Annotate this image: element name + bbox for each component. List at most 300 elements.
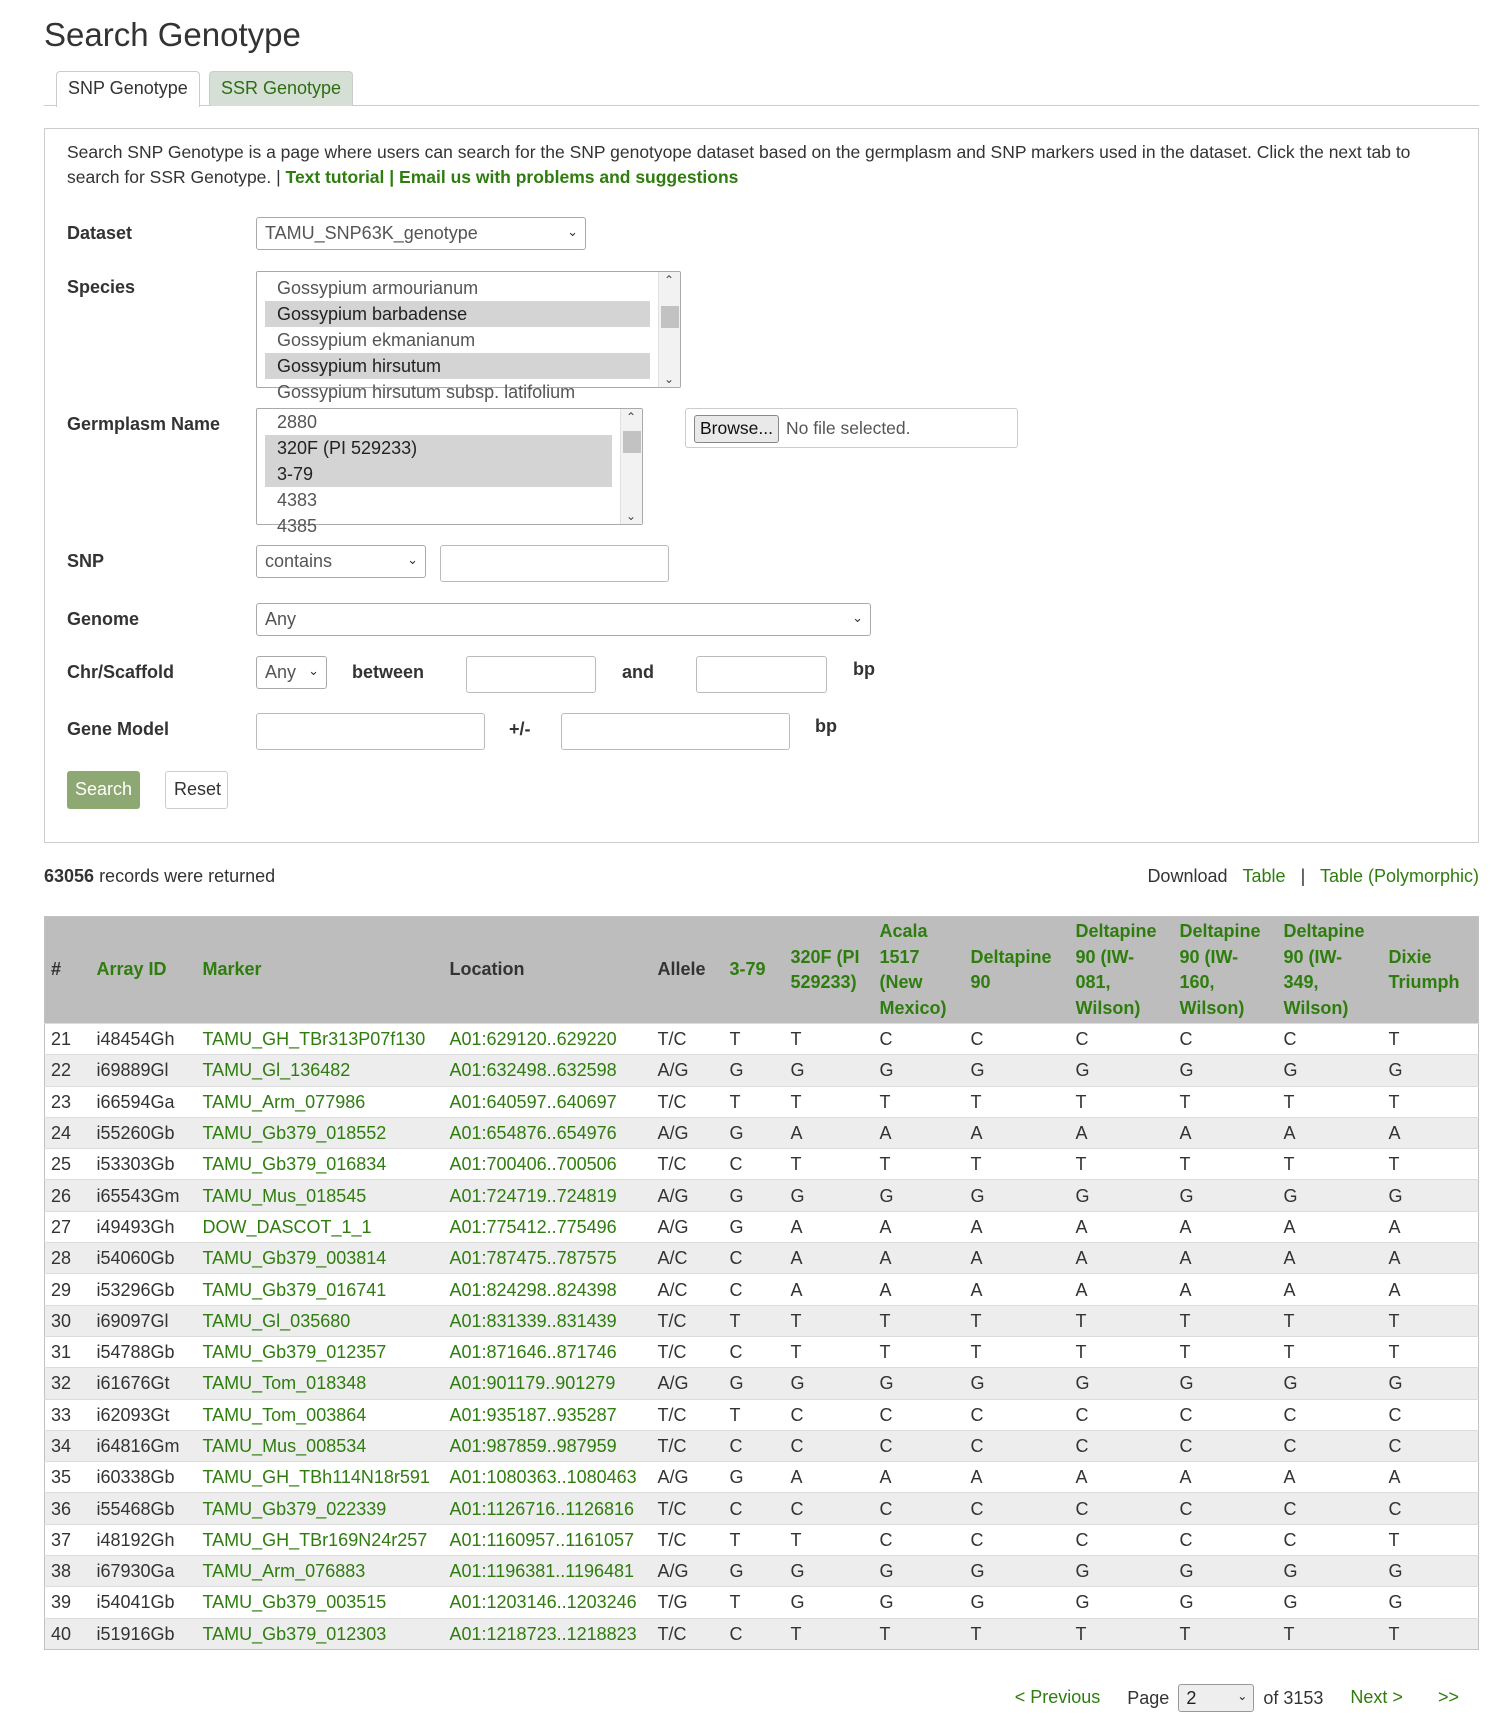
- cell-genotype-320f: T: [785, 1305, 874, 1336]
- col-header-320f[interactable]: 320F (PI 529233): [790, 946, 860, 992]
- cell-genotype-acala-1517: G: [874, 1587, 965, 1618]
- cell-genotype-acala-1517: T: [874, 1086, 965, 1117]
- cell-marker-link[interactable]: TAMU_GH_TBh114N18r591: [197, 1462, 444, 1493]
- cell-location-link[interactable]: A01:775412..775496: [444, 1211, 652, 1242]
- last-page-link[interactable]: >>: [1437, 1686, 1459, 1707]
- cell-array-id: i66594Ga: [91, 1086, 197, 1117]
- cell-genotype-deltapine-90-iw081: C: [1070, 1493, 1174, 1524]
- cell-genotype-deltapine-90: G: [965, 1368, 1070, 1399]
- previous-page-link[interactable]: < Previous: [1014, 1686, 1101, 1707]
- cell-genotype-3-79: G: [724, 1556, 785, 1587]
- cell-location-link[interactable]: A01:1196381..1196481: [444, 1556, 652, 1587]
- cell-row-index: 31: [45, 1336, 91, 1367]
- page-select[interactable]: [1178, 1684, 1254, 1712]
- cell-marker-link[interactable]: TAMU_Gb379_003814: [197, 1243, 444, 1274]
- cell-genotype-deltapine-90-iw349: A: [1278, 1243, 1383, 1274]
- germplasm-option-selected[interactable]: 320F (PI 529233): [265, 435, 612, 461]
- germplasm-listbox[interactable]: [256, 408, 643, 536]
- cell-genotype-deltapine-90-iw160: C: [1174, 1493, 1278, 1524]
- cell-genotype-dixie-triumph: G: [1383, 1180, 1479, 1211]
- cell-genotype-deltapine-90: T: [965, 1305, 1070, 1336]
- cell-genotype-3-79: G: [724, 1055, 785, 1086]
- cell-marker-link[interactable]: TAMU_Arm_077986: [197, 1086, 444, 1117]
- cell-allele: T/C: [652, 1524, 724, 1555]
- cell-array-id: i60338Gb: [91, 1462, 197, 1493]
- cell-genotype-320f: T: [785, 1024, 874, 1055]
- cell-genotype-acala-1517: G: [874, 1556, 965, 1587]
- cell-genotype-3-79: T: [724, 1024, 785, 1055]
- species-listbox[interactable]: [256, 271, 681, 402]
- species-option-selected[interactable]: Gossypium barbadense: [265, 301, 650, 327]
- cell-marker-link[interactable]: TAMU_Gl_035680: [197, 1305, 444, 1336]
- chr-start-input[interactable]: [466, 656, 596, 693]
- intro-text: [67, 140, 1457, 190]
- col-header-deltapine-90-iw160[interactable]: Deltapine 90 (IW-160, Wilson): [1179, 921, 1261, 1018]
- cell-row-index: 39: [45, 1587, 91, 1618]
- cell-genotype-3-79: G: [724, 1117, 785, 1148]
- table-row: [45, 1524, 1479, 1555]
- gene-model-bp-label: bp: [815, 716, 837, 736]
- cell-genotype-deltapine-90: C: [965, 1493, 1070, 1524]
- cell-location-link[interactable]: A01:935187..935287: [444, 1399, 652, 1430]
- cell-genotype-deltapine-90-iw081: T: [1070, 1086, 1174, 1117]
- cell-genotype-deltapine-90-iw160: T: [1174, 1149, 1278, 1180]
- cell-location-link[interactable]: A01:831339..831439: [444, 1305, 652, 1336]
- tab-snp-genotype[interactable]: SNP Genotype: [56, 71, 200, 107]
- cell-genotype-dixie-triumph: G: [1383, 1368, 1479, 1399]
- cell-genotype-deltapine-90-iw160: G: [1174, 1368, 1278, 1399]
- cell-array-id: i67930Ga: [91, 1556, 197, 1587]
- cell-genotype-deltapine-90-iw349: C: [1278, 1024, 1383, 1055]
- cell-location-link[interactable]: A01:629120..629220: [444, 1024, 652, 1055]
- cell-array-id: i55260Gb: [91, 1117, 197, 1148]
- scroll-down-icon[interactable]: ⌄: [663, 372, 675, 386]
- cell-allele: T/C: [652, 1149, 724, 1180]
- cell-genotype-320f: T: [785, 1149, 874, 1180]
- cell-location-link[interactable]: A01:901179..901279: [444, 1368, 652, 1399]
- page-total: of 3153: [1263, 1687, 1324, 1708]
- next-page-link[interactable]: Next >: [1350, 1686, 1403, 1707]
- cell-genotype-dixie-triumph: T: [1383, 1336, 1479, 1367]
- cell-allele: T/C: [652, 1086, 724, 1117]
- cell-genotype-320f: A: [785, 1462, 874, 1493]
- cell-genotype-320f: C: [785, 1430, 874, 1461]
- between-label: between: [352, 662, 425, 682]
- cell-genotype-deltapine-90: A: [965, 1117, 1070, 1148]
- col-header-marker[interactable]: Marker: [202, 959, 262, 980]
- species-scrollbar[interactable]: [658, 272, 680, 387]
- cell-genotype-deltapine-90-iw081: A: [1070, 1211, 1174, 1242]
- cell-array-id: i53296Gb: [91, 1274, 197, 1305]
- cell-location-link[interactable]: A01:1203146..1203246: [444, 1587, 652, 1618]
- cell-allele: T/G: [652, 1587, 724, 1618]
- col-header-index: #: [51, 959, 62, 980]
- cell-genotype-320f: G: [785, 1587, 874, 1618]
- cell-genotype-320f: G: [785, 1556, 874, 1587]
- records-returned: [44, 866, 275, 887]
- cell-genotype-acala-1517: C: [874, 1024, 965, 1055]
- cell-genotype-3-79: T: [724, 1305, 785, 1336]
- table-row: [45, 1493, 1479, 1524]
- cell-genotype-dixie-triumph: C: [1383, 1493, 1479, 1524]
- cell-location-link[interactable]: A01:1126716..1126816: [444, 1493, 652, 1524]
- download-table-link[interactable]: Table: [1242, 866, 1286, 886]
- cell-genotype-acala-1517: T: [874, 1305, 965, 1336]
- cell-genotype-deltapine-90-iw160: C: [1174, 1430, 1278, 1461]
- cell-genotype-320f: C: [785, 1399, 874, 1430]
- cell-marker-link[interactable]: TAMU_Gb379_012357: [197, 1336, 444, 1367]
- cell-genotype-deltapine-90-iw160: A: [1174, 1243, 1278, 1274]
- chevron-down-icon: ⌄: [308, 663, 319, 678]
- cell-genotype-deltapine-90-iw349: T: [1278, 1336, 1383, 1367]
- cell-array-id: i54041Gb: [91, 1587, 197, 1618]
- col-header-deltapine-90-iw081[interactable]: Deltapine 90 (IW-081, Wilson): [1075, 921, 1157, 1018]
- cell-location-link[interactable]: A01:871646..871746: [444, 1336, 652, 1367]
- cell-genotype-dixie-triumph: G: [1383, 1055, 1479, 1086]
- cell-genotype-320f: G: [785, 1180, 874, 1211]
- cell-genotype-acala-1517: A: [874, 1211, 965, 1242]
- cell-array-id: i61676Gt: [91, 1368, 197, 1399]
- cell-genotype-deltapine-90-iw081: C: [1070, 1430, 1174, 1461]
- species-option[interactable]: Gossypium ekmanianum: [277, 330, 476, 350]
- col-header-acala-1517[interactable]: Acala 1517 (New Mexico): [879, 921, 947, 1018]
- chevron-down-icon: ⌄: [567, 224, 578, 239]
- cell-row-index: 40: [45, 1618, 91, 1649]
- tab-bar: [44, 71, 1479, 106]
- cell-genotype-320f: A: [785, 1243, 874, 1274]
- cell-genotype-dixie-triumph: T: [1383, 1524, 1479, 1555]
- table-row: [45, 1368, 1479, 1399]
- cell-allele: A/G: [652, 1368, 724, 1399]
- cell-genotype-320f: A: [785, 1117, 874, 1148]
- cell-array-id: i65543Gm: [91, 1180, 197, 1211]
- table-row: [45, 1117, 1479, 1148]
- search-form-panel: [44, 128, 1479, 843]
- cell-genotype-deltapine-90-iw160: G: [1174, 1180, 1278, 1211]
- cell-genotype-320f: A: [785, 1274, 874, 1305]
- chr-select-value: Any: [265, 662, 297, 682]
- cell-genotype-320f: T: [785, 1336, 874, 1367]
- species-option[interactable]: Gossypium armourianum: [277, 278, 479, 298]
- cell-location-link[interactable]: A01:824298..824398: [444, 1274, 652, 1305]
- cell-array-id: i53303Gb: [91, 1149, 197, 1180]
- cell-row-index: 37: [45, 1524, 91, 1555]
- cell-genotype-320f: A: [785, 1211, 874, 1242]
- germplasm-option[interactable]: 2880: [277, 412, 318, 432]
- species-option-selected[interactable]: Gossypium hirsutum: [265, 353, 650, 379]
- cell-genotype-deltapine-90-iw349: G: [1278, 1556, 1383, 1587]
- cell-genotype-deltapine-90-iw081: A: [1070, 1274, 1174, 1305]
- cell-genotype-deltapine-90-iw160: T: [1174, 1618, 1278, 1649]
- cell-array-id: i55468Gb: [91, 1493, 197, 1524]
- cell-genotype-3-79: C: [724, 1493, 785, 1524]
- cell-genotype-3-79: T: [724, 1086, 785, 1117]
- cell-array-id: i48454Gh: [91, 1024, 197, 1055]
- cell-location-link[interactable]: A01:987859..987959: [444, 1430, 652, 1461]
- cell-genotype-deltapine-90-iw160: G: [1174, 1556, 1278, 1587]
- cell-array-id: i69889Gl: [91, 1055, 197, 1086]
- cell-genotype-deltapine-90: A: [965, 1274, 1070, 1305]
- table-header-row: [45, 917, 1479, 1024]
- gene-model-input[interactable]: [256, 713, 485, 750]
- scroll-up-icon[interactable]: ⌃: [625, 410, 637, 424]
- cell-genotype-deltapine-90: C: [965, 1524, 1070, 1555]
- cell-marker-link[interactable]: TAMU_Gb379_003515: [197, 1587, 444, 1618]
- text-tutorial-link[interactable]: Text tutorial: [285, 167, 385, 187]
- cell-genotype-acala-1517: T: [874, 1336, 965, 1367]
- cell-genotype-deltapine-90-iw081: A: [1070, 1462, 1174, 1493]
- cell-row-index: 27: [45, 1211, 91, 1242]
- table-row: [45, 1556, 1479, 1587]
- cell-allele: A/G: [652, 1211, 724, 1242]
- cell-marker-link[interactable]: TAMU_Gb379_016834: [197, 1149, 444, 1180]
- cell-array-id: i64816Gm: [91, 1430, 197, 1461]
- cell-genotype-acala-1517: A: [874, 1117, 965, 1148]
- table-row: [45, 1055, 1479, 1086]
- dataset-select-value: TAMU_SNP63K_genotype: [265, 223, 478, 243]
- cell-genotype-deltapine-90-iw081: C: [1070, 1024, 1174, 1055]
- cell-marker-link[interactable]: TAMU_Gb379_012303: [197, 1618, 444, 1649]
- cell-row-index: 30: [45, 1305, 91, 1336]
- browse-button[interactable]: Browse...: [694, 415, 779, 443]
- table-row: [45, 1399, 1479, 1430]
- chevron-down-icon: ⌄: [852, 610, 863, 625]
- cell-genotype-deltapine-90-iw349: A: [1278, 1211, 1383, 1242]
- cell-genotype-deltapine-90-iw081: G: [1070, 1180, 1174, 1211]
- cell-location-link[interactable]: A01:1218723..1218823: [444, 1618, 652, 1649]
- cell-genotype-deltapine-90-iw349: G: [1278, 1587, 1383, 1618]
- cell-marker-link[interactable]: TAMU_Tom_003864: [197, 1399, 444, 1430]
- cell-marker-link[interactable]: TAMU_Gb379_022339: [197, 1493, 444, 1524]
- cell-genotype-deltapine-90: T: [965, 1086, 1070, 1117]
- cell-genotype-deltapine-90-iw349: C: [1278, 1524, 1383, 1555]
- cell-allele: A/G: [652, 1180, 724, 1211]
- reset-button[interactable]: Reset: [165, 771, 228, 809]
- dataset-label: Dataset: [67, 223, 133, 243]
- cell-genotype-deltapine-90-iw160: A: [1174, 1117, 1278, 1148]
- cell-row-index: 28: [45, 1243, 91, 1274]
- cell-row-index: 33: [45, 1399, 91, 1430]
- cell-location-link[interactable]: A01:700406..700506: [444, 1149, 652, 1180]
- cell-marker-link[interactable]: DOW_DASCOT_1_1: [197, 1211, 444, 1242]
- file-status-text: No file selected.: [786, 418, 911, 438]
- cell-genotype-deltapine-90-iw349: T: [1278, 1086, 1383, 1117]
- cell-genotype-dixie-triumph: A: [1383, 1117, 1479, 1148]
- cell-genotype-dixie-triumph: A: [1383, 1462, 1479, 1493]
- cell-genotype-deltapine-90: G: [965, 1055, 1070, 1086]
- cell-genotype-deltapine-90-iw160: T: [1174, 1305, 1278, 1336]
- cell-genotype-deltapine-90-iw081: G: [1070, 1556, 1174, 1587]
- cell-genotype-deltapine-90-iw160: A: [1174, 1274, 1278, 1305]
- col-header-deltapine-90[interactable]: Deltapine 90: [970, 946, 1052, 992]
- cell-allele: T/C: [652, 1618, 724, 1649]
- col-header-3-79[interactable]: 3-79: [729, 959, 766, 980]
- cell-marker-link[interactable]: TAMU_GH_TBr313P07f130: [197, 1024, 444, 1055]
- cell-marker-link[interactable]: TAMU_Gb379_016741: [197, 1274, 444, 1305]
- cell-genotype-deltapine-90: C: [965, 1430, 1070, 1461]
- cell-genotype-deltapine-90-iw349: G: [1278, 1368, 1383, 1399]
- scroll-up-icon[interactable]: ⌃: [663, 273, 675, 287]
- cell-genotype-deltapine-90-iw349: T: [1278, 1305, 1383, 1336]
- page-title: Search Genotype: [44, 16, 301, 53]
- cell-row-index: 22: [45, 1055, 91, 1086]
- cell-genotype-acala-1517: A: [874, 1462, 965, 1493]
- germplasm-scrollbar[interactable]: [620, 409, 642, 524]
- cell-genotype-3-79: C: [724, 1336, 785, 1367]
- cell-array-id: i48192Gh: [91, 1524, 197, 1555]
- cell-genotype-dixie-triumph: T: [1383, 1024, 1479, 1055]
- snp-operator-select[interactable]: [256, 545, 426, 578]
- cell-genotype-deltapine-90: T: [965, 1149, 1070, 1180]
- cell-genotype-deltapine-90: A: [965, 1211, 1070, 1242]
- cell-genotype-320f: T: [785, 1086, 874, 1117]
- cell-genotype-acala-1517: G: [874, 1368, 965, 1399]
- chr-end-input[interactable]: [696, 656, 827, 693]
- chr-scaffold-label: Chr/Scaffold: [67, 662, 175, 682]
- cell-genotype-dixie-triumph: T: [1383, 1305, 1479, 1336]
- cell-genotype-deltapine-90-iw160: T: [1174, 1086, 1278, 1117]
- col-header-dixie-triumph[interactable]: Dixie Triumph: [1388, 946, 1460, 992]
- cell-genotype-deltapine-90: A: [965, 1462, 1070, 1493]
- cell-genotype-deltapine-90-iw160: C: [1174, 1399, 1278, 1430]
- chr-select[interactable]: [256, 656, 327, 689]
- cell-genotype-3-79: C: [724, 1274, 785, 1305]
- cell-genotype-acala-1517: T: [874, 1618, 965, 1649]
- cell-marker-link[interactable]: TAMU_Gl_136482: [197, 1055, 444, 1086]
- species-option[interactable]: Gossypium hirsutum subsp. latifolium: [277, 382, 576, 402]
- cell-array-id: i51916Gb: [91, 1618, 197, 1649]
- cell-allele: A/C: [652, 1243, 724, 1274]
- cell-marker-link[interactable]: TAMU_Mus_008534: [197, 1430, 444, 1461]
- email-link[interactable]: Email us with problems and suggestions: [399, 167, 739, 187]
- table-row: [45, 1211, 1479, 1242]
- cell-genotype-acala-1517: C: [874, 1524, 965, 1555]
- pagination: [1015, 1684, 1459, 1712]
- snp-input[interactable]: [440, 545, 669, 582]
- cell-row-index: 38: [45, 1556, 91, 1587]
- gene-model-range-input[interactable]: [561, 713, 790, 750]
- cell-location-link[interactable]: A01:1160957..1161057: [444, 1524, 652, 1555]
- cell-location-link[interactable]: A01:632498..632598: [444, 1055, 652, 1086]
- cell-marker-link[interactable]: TAMU_Tom_018348: [197, 1368, 444, 1399]
- cell-genotype-3-79: C: [724, 1149, 785, 1180]
- scrollbar-thumb[interactable]: [623, 431, 641, 453]
- cell-location-link[interactable]: A01:654876..654976: [444, 1117, 652, 1148]
- cell-genotype-acala-1517: C: [874, 1399, 965, 1430]
- record-count: 63056: [44, 866, 95, 886]
- chevron-down-icon: ⌄: [407, 552, 418, 567]
- cell-allele: A/G: [652, 1462, 724, 1493]
- cell-genotype-dixie-triumph: T: [1383, 1149, 1479, 1180]
- genome-select[interactable]: [256, 603, 871, 636]
- germplasm-label: Germplasm Name: [67, 414, 221, 434]
- cell-row-index: 23: [45, 1086, 91, 1117]
- col-header-array-id[interactable]: Array ID: [96, 959, 167, 980]
- cell-location-link[interactable]: A01:787475..787575: [444, 1243, 652, 1274]
- cell-genotype-acala-1517: T: [874, 1149, 965, 1180]
- cell-genotype-acala-1517: C: [874, 1493, 965, 1524]
- cell-allele: T/C: [652, 1493, 724, 1524]
- table-row: [45, 1430, 1479, 1461]
- germplasm-file-input[interactable]: [685, 408, 1018, 448]
- germplasm-option[interactable]: 4385: [277, 516, 318, 536]
- cell-marker-link[interactable]: TAMU_Mus_018545: [197, 1180, 444, 1211]
- cell-marker-link[interactable]: TAMU_Gb379_018552: [197, 1117, 444, 1148]
- page-select-value: 2: [1186, 1687, 1197, 1708]
- chevron-down-icon: ⌄: [1237, 1689, 1248, 1703]
- cell-location-link[interactable]: A01:724719..724819: [444, 1180, 652, 1211]
- cell-genotype-deltapine-90-iw081: T: [1070, 1305, 1174, 1336]
- col-header-allele: Allele: [657, 959, 706, 980]
- cell-row-index: 35: [45, 1462, 91, 1493]
- cell-genotype-deltapine-90-iw081: C: [1070, 1399, 1174, 1430]
- cell-genotype-deltapine-90-iw081: A: [1070, 1243, 1174, 1274]
- cell-marker-link[interactable]: TAMU_GH_TBr169N24r257: [197, 1524, 444, 1555]
- scrollbar-thumb[interactable]: [661, 306, 679, 328]
- cell-allele: A/G: [652, 1117, 724, 1148]
- cell-genotype-deltapine-90-iw081: T: [1070, 1618, 1174, 1649]
- cell-array-id: i54060Gb: [91, 1243, 197, 1274]
- cell-genotype-320f: T: [785, 1524, 874, 1555]
- cell-genotype-deltapine-90: T: [965, 1618, 1070, 1649]
- cell-genotype-deltapine-90-iw160: A: [1174, 1462, 1278, 1493]
- cell-genotype-deltapine-90-iw349: T: [1278, 1149, 1383, 1180]
- genotype-table: [44, 916, 1479, 1650]
- table-body: [45, 1024, 1479, 1650]
- table-row: [45, 1024, 1479, 1055]
- download-polymorphic-link[interactable]: Table (Polymorphic): [1319, 866, 1479, 886]
- cell-genotype-320f: T: [785, 1618, 874, 1649]
- record-count-suffix: records were returned: [94, 866, 276, 886]
- table-row: [45, 1243, 1479, 1274]
- cell-marker-link[interactable]: TAMU_Arm_076883: [197, 1556, 444, 1587]
- search-button[interactable]: Search: [67, 771, 140, 809]
- table-row: [45, 1086, 1479, 1117]
- cell-genotype-deltapine-90: A: [965, 1243, 1070, 1274]
- intro-separator: |: [384, 167, 400, 187]
- species-label: Species: [67, 277, 136, 297]
- scroll-down-icon[interactable]: ⌄: [625, 509, 637, 523]
- germplasm-option[interactable]: 4383: [277, 490, 318, 510]
- cell-genotype-deltapine-90-iw081: G: [1070, 1587, 1174, 1618]
- cell-genotype-acala-1517: G: [874, 1055, 965, 1086]
- col-header-location: Location: [449, 959, 525, 980]
- cell-genotype-deltapine-90-iw349: A: [1278, 1274, 1383, 1305]
- table-row: [45, 1180, 1479, 1211]
- cell-location-link[interactable]: A01:1080363..1080463: [444, 1462, 652, 1493]
- col-header-deltapine-90-iw349[interactable]: Deltapine 90 (IW-349, Wilson): [1283, 921, 1365, 1018]
- cell-allele: T/C: [652, 1399, 724, 1430]
- and-label: and: [622, 662, 655, 682]
- cell-array-id: i49493Gh: [91, 1211, 197, 1242]
- cell-genotype-deltapine-90-iw081: T: [1070, 1336, 1174, 1367]
- cell-genotype-320f: G: [785, 1055, 874, 1086]
- cell-row-index: 36: [45, 1493, 91, 1524]
- cell-genotype-deltapine-90-iw349: A: [1278, 1117, 1383, 1148]
- cell-genotype-3-79: G: [724, 1180, 785, 1211]
- cell-genotype-deltapine-90-iw081: A: [1070, 1117, 1174, 1148]
- germplasm-option-selected[interactable]: 3-79: [265, 461, 612, 487]
- cell-row-index: 21: [45, 1024, 91, 1055]
- intro-description: Search SNP Genotype is a page where users can search for the SNP genotyope dataset based on the germplasm and SNP markers used in the dataset. Click the next tab to search for SSR Genotype. |: [67, 142, 1411, 187]
- tab-ssr-genotype[interactable]: SSR Genotype: [209, 71, 353, 106]
- cell-genotype-deltapine-90-iw160: C: [1174, 1524, 1278, 1555]
- cell-genotype-deltapine-90-iw081: T: [1070, 1149, 1174, 1180]
- cell-genotype-deltapine-90-iw081: C: [1070, 1524, 1174, 1555]
- cell-location-link[interactable]: A01:640597..640697: [444, 1086, 652, 1117]
- cell-genotype-deltapine-90-iw349: G: [1278, 1180, 1383, 1211]
- dataset-select[interactable]: [256, 217, 586, 250]
